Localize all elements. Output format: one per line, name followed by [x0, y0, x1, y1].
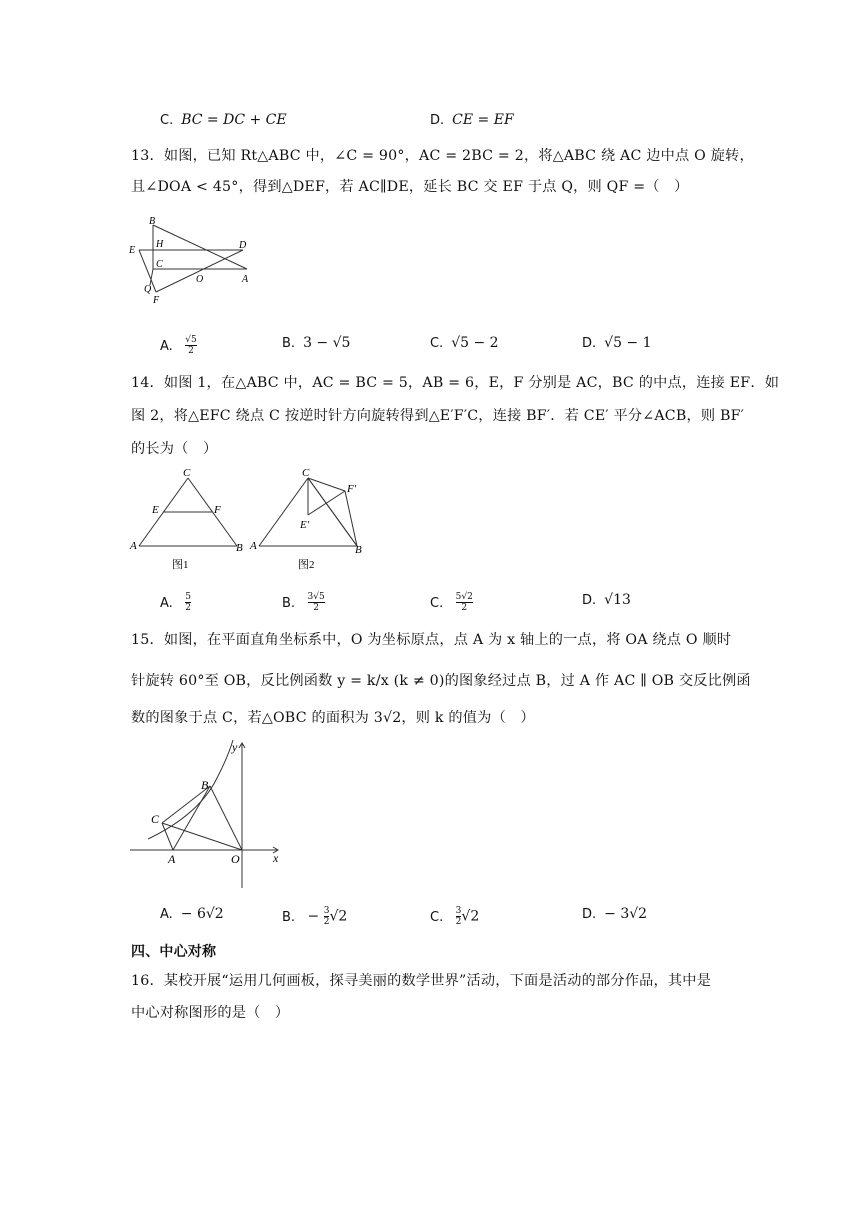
q13-label-a: A [242, 274, 249, 285]
q14-fig1-label-a: A [130, 540, 137, 552]
q15-text-line1: 15．如图，在平面直角坐标系中，O 为坐标原点，点 A 为 x 轴上的一点，将 OA 绕点 O 顺时 [131, 632, 732, 648]
q12-option-c: C. BC = DC + CE [160, 112, 287, 128]
q15-label-y: y [232, 740, 238, 754]
q14-fig2-label-f-prime: F′ [347, 483, 357, 495]
q16-text-line1: 16．某校开展“运用几何画板，探寻美丽的数学世界”活动，下面是活动的部分作品，其中是 [131, 973, 712, 989]
q14-fig1-label-c: C [183, 467, 191, 479]
q14-text-line2: 图 2，将△EFC 绕点 C 按逆时针方向旋转得到△E′F′C，连接 BF′．若 CE′ 平分∠ACB，则 BF′ [131, 408, 745, 424]
q14-option-a: A. $\frac{5}{2}$ [160, 592, 191, 613]
q14-text-line3: 的长为（ ） [131, 441, 218, 457]
q13-label-h: H [156, 239, 164, 250]
q15-label-c: C [151, 812, 160, 826]
q14-option-b: B. $\frac{3√5}{2}$ [282, 592, 325, 613]
q16-text-line2: 中心对称图形的是（ ） [131, 1005, 290, 1021]
q14-fig1-caption: 图1 [172, 559, 189, 571]
q13-option-d: D. √5 − 1 [582, 335, 652, 351]
q14-fig2-label-e-prime: E′ [300, 519, 310, 531]
q13-label-f: F [153, 295, 160, 306]
q14-option-c: C. $\frac{5√2}{2}$ [430, 592, 473, 613]
q14-fig2-label-c: C [302, 467, 310, 479]
q15-option-d: D. − 3√2 [582, 906, 648, 922]
section-heading: 四、中心对称 [131, 944, 217, 960]
q13-option-c: C. √5 − 2 [430, 335, 499, 351]
q15-text-line3: 数的图象于点 C，若△OBC 的面积为 3√2，则 k 的值为（ ） [131, 710, 535, 726]
q14-fig1-label-f: F [214, 504, 221, 516]
q13-label-e: E [129, 245, 136, 256]
q15-option-a: A. − 6√2 [160, 906, 224, 922]
q13-label-d: D [239, 240, 247, 251]
q15-label-x: x [273, 851, 279, 865]
q15-option-b: B. − $\frac{3}{2}$ √2 [282, 906, 348, 927]
q14-fig2-label-a: A [250, 540, 257, 552]
q15-option-c: C. $\frac{3}{2}$ √2 [430, 906, 480, 927]
q13-label-b: B [149, 216, 156, 227]
q13-text-line1: 13．如图，已知 Rt△ABC 中，∠C = 90°，AC = 2BC = 2，将△ABC 绕 AC 边中点 O 旋转， [131, 148, 754, 164]
q13-label-c: C [156, 259, 163, 270]
q15-label-b: B [201, 778, 209, 792]
q14-option-d: D. √13 [582, 592, 631, 608]
q13-text-line2: 且∠DOA < 45°，得到△DEF，若 AC∥DE，延长 BC 交 EF 于点 Q，则 QF =（ ） [131, 179, 689, 195]
q14-fig1-label-b: B [236, 542, 243, 554]
q15-text-line2: 针旋转 60°至 OB，反比例函数 y = k/x (k ≠ 0)的图象经过点 B，过 A 作 AC ∥ OB 交反比例函 [131, 673, 751, 689]
q14-fig2-label-b: B [355, 544, 362, 556]
q13-option-b: B. 3 − √5 [282, 335, 351, 351]
q14-figure-1 [128, 465, 248, 575]
q13-label-q: Q [144, 284, 152, 295]
q14-fig2-caption: 图2 [298, 559, 315, 571]
q15-figure [128, 735, 288, 890]
q14-text-line1: 14．如图 1，在△ABC 中，AC = BC = 5，AB = 6，E，F 分别是 AC，BC 的中点，连接 EF．如 [131, 375, 780, 391]
q12-option-d: D. CE = EF [430, 112, 514, 128]
q13-label-o: O [196, 274, 204, 285]
q13-option-a: A. $\frac{√5}{2}$ [160, 335, 197, 356]
q14-figure-2 [248, 465, 373, 575]
q15-label-o: O [231, 852, 240, 866]
q14-fig1-label-e: E [152, 504, 159, 516]
q13-figure [125, 212, 265, 307]
q15-label-a: A [168, 852, 176, 866]
